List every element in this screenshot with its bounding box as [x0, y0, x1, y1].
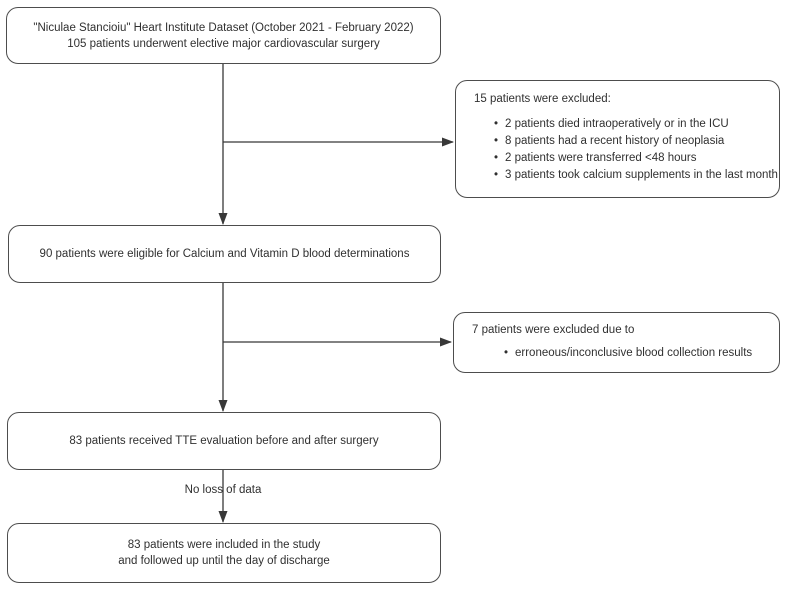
box-tte-evaluation — [7, 412, 441, 470]
exclusion-2-bullet: • erroneous/inconclusive blood collection results — [504, 345, 775, 362]
exclusion-2-bullet-list — [472, 345, 775, 362]
included-patients-line2: and followed up until the day of discharge — [118, 555, 330, 567]
included-patients-line1: 83 patients were included in the study — [127, 539, 321, 551]
exclusion-1-bullet: • 3 patients took calcium supplements in the last month — [494, 167, 775, 184]
dataset-source-line1: "Niculae Stancioiu" Heart Institute Dataset (October 2021 - February 2022) — [33, 21, 414, 34]
box-exclusion-2 — [453, 312, 780, 373]
exclusion-1-bullet: • 2 patients were transferred <48 hours — [494, 150, 775, 167]
exclusion-1-bullet: • 8 patients had a recent history of neoplasia — [494, 133, 775, 150]
eligible-patients-text: 90 patients were eligible for Calcium and Vitamin D blood determinations — [39, 248, 410, 260]
box-eligible-patients — [8, 225, 441, 283]
exclusion-1-bullet-list — [474, 116, 778, 184]
box-dataset-source — [6, 7, 441, 64]
tte-evaluation-text: 83 patients received TTE evaluation before and after surgery — [69, 435, 379, 447]
exclusion-2-header: 7 patients were excluded due to — [472, 324, 635, 336]
box-included-patients — [7, 523, 441, 583]
exclusion-1-bullet: • 2 patients died intraoperatively or in the ICU — [494, 116, 775, 133]
exclusion-1-header: 15 patients were excluded: — [474, 93, 611, 105]
box-exclusion-1 — [455, 80, 780, 198]
dataset-source-line2: 105 patients underwent elective major cardiovascular surgery — [67, 37, 380, 50]
no-loss-of-data-label: No loss of data — [184, 484, 262, 496]
